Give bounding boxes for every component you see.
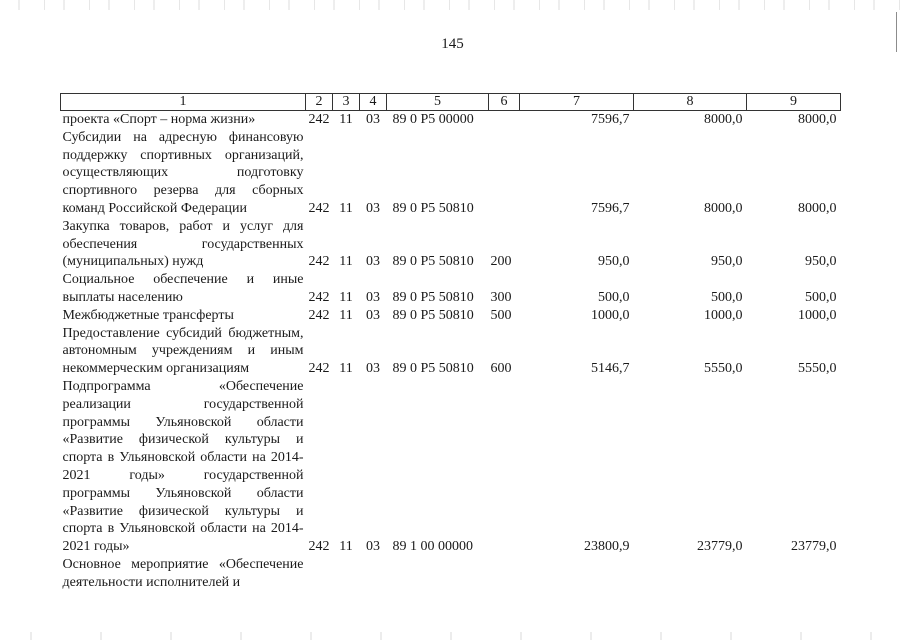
table-row [61,556,841,592]
amount-col9-cell [747,556,841,592]
column-header: 3 [333,94,360,111]
table-row [61,218,841,271]
column-header: 9 [747,94,841,111]
column-header: 7 [520,94,634,111]
subsection-cell: 03 [366,112,380,127]
amount-col9-cell: 23779,0 [791,539,837,555]
expense-type-cell: 500 [490,307,512,323]
expense-type-cell [489,556,520,592]
amount-col8-cell: 500,0 [711,289,743,305]
subsection-cell [360,556,387,592]
table-row [61,325,841,378]
amount-col7-cell: 7596,7 [591,200,630,216]
column-header: 4 [360,94,387,111]
admin-code-cell: 242 [308,307,330,323]
row-name: Межбюджетные трансферты [62,307,234,323]
section-cell: 11 [339,539,353,555]
amount-col9-cell: 500,0 [805,289,837,305]
target-article-cell: 89 0 P5 50810 [392,200,474,216]
amount-col8-cell: 1000,0 [704,307,743,323]
admin-code-cell: 242 [308,254,330,270]
subsection-cell: 03 [366,289,380,305]
admin-code-cell [306,556,333,592]
expense-type-cell [489,111,520,129]
subsection-cell: 03 [366,307,380,323]
column-header: 1 [61,94,306,111]
admin-code-cell: 242 [308,539,330,555]
section-cell: 11 [339,289,353,305]
amount-col8-cell: 950,0 [711,254,743,270]
amount-col7-cell: 1000,0 [591,307,630,323]
row-name: Субсидии на адресную финансовую поддержку спортивных организаций, осуществляющих подготовку спортивного резерва для сборных команд Российской Федерации [62,129,304,216]
column-header: 6 [489,94,520,111]
row-name: Социальное обеспечение и иные выплаты населению [62,272,304,305]
column-header: 5 [387,94,489,111]
row-name: Основное мероприятие «Обеспечение деятельности исполнителей и [62,556,304,590]
section-cell: 11 [339,200,353,216]
table-row [61,129,841,218]
expense-type-cell: 200 [490,254,512,270]
amount-col8-cell: 5550,0 [704,361,743,377]
amount-col8-cell [634,556,747,592]
admin-code-cell: 242 [308,112,330,127]
column-header: 8 [634,94,747,111]
subsection-cell: 03 [366,200,380,216]
section-cell: 11 [339,307,353,323]
target-article-cell: 89 0 P5 00000 [392,112,474,127]
section-cell [333,556,360,592]
amount-col7-cell [520,556,634,592]
admin-code-cell: 242 [308,289,330,305]
amount-col8-cell: 8000,0 [704,112,743,127]
subsection-cell: 03 [366,254,380,270]
amount-col8-cell: 23779,0 [697,539,743,555]
row-name: Закупка товаров, работ и услуг для обеспечения государственных (муниципальных) нужд [62,218,304,270]
scan-artifact-bottom [0,632,905,640]
target-article-cell: 89 0 P5 50810 [392,307,474,323]
amount-col9-cell: 8000,0 [798,112,837,127]
row-name: проекта «Спорт – норма жизни» [62,112,256,127]
table-row [61,111,841,129]
table-row [61,271,841,307]
subsection-cell: 03 [366,361,380,377]
amount-col7-cell: 950,0 [598,254,630,270]
page-number: 145 [441,36,464,52]
table-row [61,307,841,325]
admin-code-cell: 242 [308,200,330,216]
amount-col7-cell: 7596,7 [591,112,630,127]
expense-type-cell [489,378,520,556]
section-cell: 11 [339,254,353,270]
amount-col9-cell: 1000,0 [798,307,837,323]
target-article-cell: 89 0 P5 50810 [392,361,474,377]
target-article-cell: 89 1 00 00000 [392,539,473,555]
subsection-cell: 03 [366,539,380,555]
table-row [61,378,841,556]
expense-type-cell: 300 [490,289,512,305]
admin-code-cell: 242 [308,361,330,377]
row-name: Подпрограмма «Обеспечение реализации государственной программы Ульяновской области «Развитие физической культуры и спорта в Ульяновской области на 2014-2021 годы» государственной программы Ульяновской области «Развитие физической культуры и спорта в Ульяновской области на 2014-2021 годы» [62,378,304,555]
amount-col7-cell: 500,0 [598,289,630,305]
section-cell: 11 [339,361,353,377]
budget-table [60,93,841,592]
target-article-cell: 89 0 P5 50810 [392,289,474,305]
row-name: Предоставление субсидий бюджетным, автономным учреждениям и иным некоммерческим организациям [62,325,304,377]
target-article-cell [387,556,489,592]
table-header-row [61,94,841,111]
section-cell: 11 [339,112,353,127]
amount-col7-cell: 23800,9 [584,539,630,555]
expense-type-cell [489,129,520,218]
amount-col9-cell: 8000,0 [798,200,837,216]
amount-col9-cell: 5550,0 [798,361,837,377]
scan-artifact-top [0,0,905,10]
column-header: 2 [306,94,333,111]
amount-col9-cell: 950,0 [805,254,837,270]
amount-col7-cell: 5146,7 [591,361,630,377]
target-article-cell: 89 0 P5 50810 [392,254,474,270]
amount-col8-cell: 8000,0 [704,200,743,216]
expense-type-cell: 600 [490,361,512,377]
